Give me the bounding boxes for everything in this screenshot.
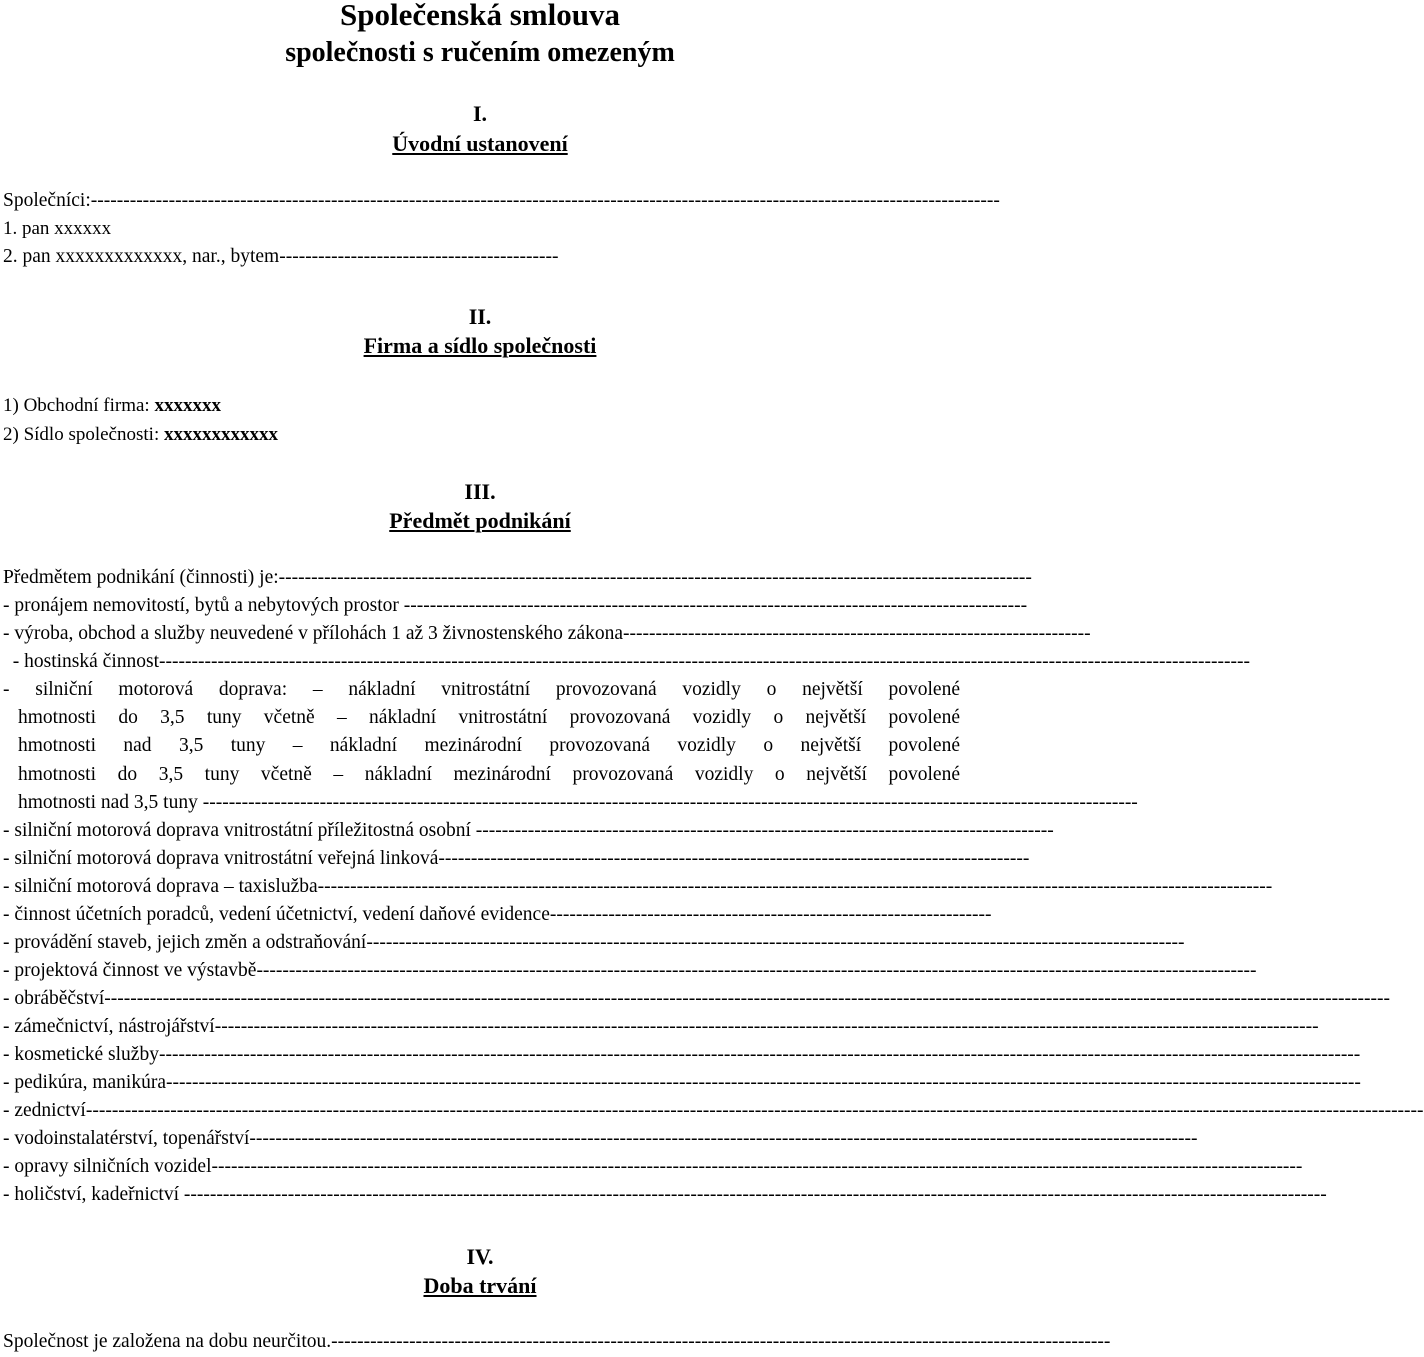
dash-leader: -------------------------------------------------------------------------------------------------------------------------------------------------------------------------- xyxy=(214,1016,1319,1037)
freight-line: hmotnosti nad 3,5 tuny – nákladní mezinárodní provozovaná vozidly o největší povolené xyxy=(18,735,960,757)
dash-leader: -------------------------------------------------------------------------------------------------------------------------------------------------- xyxy=(249,1128,1198,1149)
section-2-heading-text: Firma a sídlo společnosti xyxy=(363,333,597,358)
partner-2-line xyxy=(3,243,703,271)
business-item xyxy=(3,817,1054,845)
business-item-text: - provádění staveb, jejich změn a odstraňování xyxy=(3,932,367,953)
business-item xyxy=(3,1013,1319,1041)
dash-leader: ------------------------------------------------------------------------------------------------------------------------------------------------------------------------ xyxy=(211,1156,1303,1177)
freight-line: hmotnosti do 3,5 tuny včetně – nákladní vnitrostátní provozovaná vozidly o největší povolené xyxy=(18,707,960,729)
dash-leader: ------------------------------------------------------------------------------------------------------------------------ xyxy=(331,1331,1111,1352)
business-item-text: - silniční motorová doprava vnitrostátní veřejná linková xyxy=(3,848,439,869)
dash-leader: ------------------------------------------------------------------------------------------------------------------------------------------------ xyxy=(202,792,1138,813)
business-item-text: - silniční motorová doprava – taxislužba xyxy=(3,876,318,897)
section-4-heading-text: Doba trvání xyxy=(423,1273,537,1298)
dash-leader: -------------------------------------------------------------------- xyxy=(549,904,992,925)
section-2-number: II. xyxy=(468,304,492,329)
business-item-text: - kosmetické služby xyxy=(3,1044,159,1065)
duration-line xyxy=(3,1328,1111,1356)
business-intro xyxy=(3,564,1032,592)
dash-leader: ------------------------------------------------------------------------ xyxy=(623,623,1091,644)
business-item xyxy=(3,929,1185,957)
business-item-text: - hostinská činnost xyxy=(3,651,159,672)
section-3-heading-text: Předmět podnikání xyxy=(389,508,571,533)
firm-value: xxxxxxx xyxy=(154,395,221,416)
section-2-heading xyxy=(0,332,960,360)
business-item xyxy=(3,873,1273,901)
dash-leader: ------------------------------------------------------------------------------------------- xyxy=(438,848,1030,869)
business-item-text: - projektová činnost ve výstavbě xyxy=(3,960,257,981)
business-item-text: - pronájem nemovitostí, bytů a nebytových prostor xyxy=(3,595,404,616)
seat-label: 2) Sídlo společnosti: xyxy=(3,424,164,445)
dash-leader: ---------------------------------------------------------------------------------------------------------------------------------------------------------- xyxy=(256,960,1257,981)
business-item xyxy=(3,620,1091,648)
business-item xyxy=(3,845,1030,873)
business-item-text: - holičství, kadeřnictví xyxy=(3,1184,184,1205)
document-subtitle: společnosti s ručením omezeným xyxy=(285,37,675,68)
section-1-heading-text: Úvodní ustanovení xyxy=(392,131,568,156)
business-item xyxy=(3,1153,1303,1181)
dash-leader: -------------------------------------------------------------------------------------------------------------------------------------------------------------------------------- xyxy=(183,1184,1327,1205)
dash-leader: -------------------------------------------------------------------------------------------------------------------- xyxy=(278,567,1032,588)
business-item-text: - opravy silničních vozidel xyxy=(3,1156,212,1177)
freight-line: hmotnosti do 3,5 tuny včetně – nákladní mezinárodní provozovaná vozidly o největší povolené xyxy=(18,763,960,785)
business-item xyxy=(3,901,992,929)
freight-line: hmotnosti nad 3,5 tuny xyxy=(18,792,203,813)
dash-leader: ------------------------------------------------------------------------------------------------ xyxy=(403,595,1028,616)
dash-leader: --------------------------------------------------------------------------------------------------------------------------------------------------- xyxy=(317,876,1273,897)
business-item xyxy=(3,957,1257,985)
business-item xyxy=(3,592,1028,620)
business-item xyxy=(3,1097,1424,1125)
dash-leader: ------------------------------------------------------------------------------------------------------------------------------ xyxy=(366,932,1185,953)
firm-line xyxy=(3,392,221,420)
business-item-text: - výroba, obchod a služby neuvedené v přílohách 1 až 3 živnostenského zákona xyxy=(3,623,624,644)
dash-leader: ------------------------------------------------------------------------------------------------------------------------------------------------------------------------ xyxy=(159,651,1250,672)
business-item-text: - vodoinstalatérství, topenářství xyxy=(3,1128,250,1149)
business-item xyxy=(3,1181,1327,1209)
dash-leader: ------------------------------------------------------------------------------------------------------------------------------------------------------------------------------------------------------ xyxy=(104,988,1391,1009)
business-item xyxy=(3,648,1250,676)
business-item-text: - zednictví xyxy=(3,1100,86,1121)
business-item xyxy=(3,1041,1361,1069)
freight-transport-block xyxy=(3,676,960,789)
business-intro-text: Předmětem podnikání (činnosti) je: xyxy=(3,567,279,588)
partner-2: 2. pan xxxxxxxxxxxxx, nar., bytem xyxy=(3,246,280,267)
business-item-text: - obráběčství xyxy=(3,988,105,1009)
business-item-text: - činnost účetních poradců, vedení účetnictví, vedení daňové evidence xyxy=(3,904,550,925)
dash-leader: ------------------------------------------- xyxy=(279,246,559,267)
business-item xyxy=(3,1125,1198,1153)
partners-line xyxy=(3,187,1000,215)
section-4-heading xyxy=(0,1272,960,1300)
section-3-heading xyxy=(0,507,960,535)
business-item xyxy=(3,1069,1361,1097)
business-item xyxy=(18,789,1138,817)
seat-line xyxy=(3,421,278,449)
dash-leader: ----------------------------------------------------------------------------------------- xyxy=(475,820,1054,841)
firm-label: 1) Obchodní firma: xyxy=(3,395,155,416)
section-3-number: III. xyxy=(464,479,496,504)
section-1-number: I. xyxy=(472,101,488,126)
dash-leader: -------------------------------------------------------------------------------------------------------------------------------------------------------------------------------------------------------------- xyxy=(85,1100,1424,1121)
section-1-heading xyxy=(0,130,960,158)
document-title: Společenská smlouva xyxy=(340,0,620,32)
dash-leader: -------------------------------------------------------------------------------------------------------------------------------------------- xyxy=(90,190,1000,211)
freight-line: - silniční motorová doprava: – nákladní vnitrostátní provozovaná vozidly o největší povolené xyxy=(3,679,960,700)
dash-leader: ----------------------------------------------------------------------------------------------------------------------------------------------------------------------------------------- xyxy=(158,1044,1361,1065)
business-item xyxy=(3,985,1391,1013)
dash-leader: ---------------------------------------------------------------------------------------------------------------------------------------------------------------------------------------- xyxy=(165,1072,1361,1093)
business-item-text: - pedikúra, manikúra xyxy=(3,1072,166,1093)
business-item-text: - zámečnictví, nástrojářství xyxy=(3,1016,215,1037)
duration-text: Společnost je založena na dobu neurčitou. xyxy=(3,1331,332,1352)
partners-label: Společníci: xyxy=(3,190,91,211)
partner-1: 1. pan xxxxxx xyxy=(3,218,112,239)
business-item-text: - silniční motorová doprava vnitrostátní příležitostná osobní xyxy=(3,820,476,841)
section-4-number: IV. xyxy=(466,1244,494,1269)
seat-value: xxxxxxxxxxxx xyxy=(163,424,278,445)
